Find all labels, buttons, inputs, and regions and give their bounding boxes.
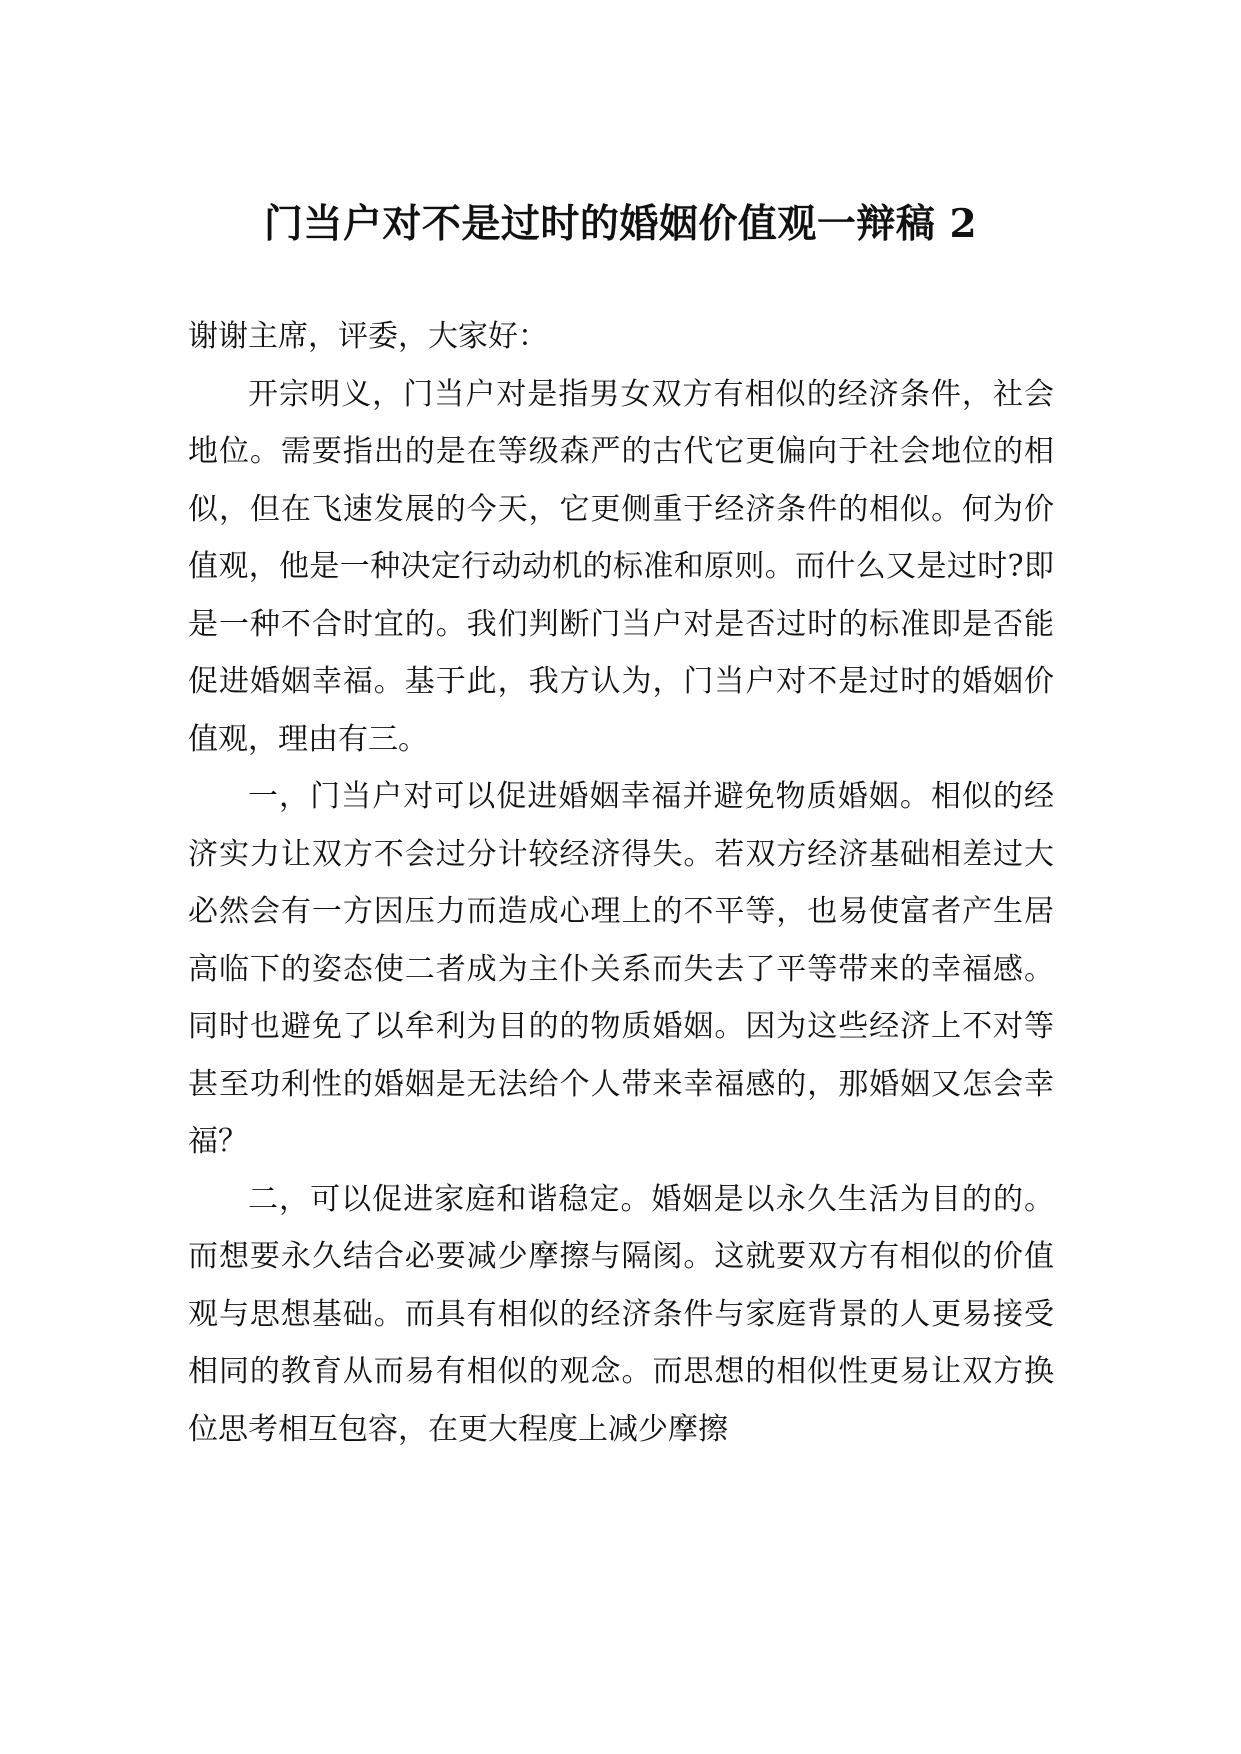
document-body — [188, 308, 1054, 1458]
document-title: 门当户对不是过时的婚姻价值观一辩稿 2 — [263, 201, 978, 247]
paragraph-reason-two: 二，可以促进家庭和谐稳定。婚姻是以永久生活为目的的。而想要永久结合必要减少摩擦与隔阂。这就要双方有相似的价值观与思想基础。而具有相似的经济条件与家庭背景的人更易接受相同的教育从而易有相似的观念。而思想的相似性更易让双方换位思考相互包容，在更大程度上减少摩擦 — [188, 1181, 1054, 1447]
paragraph-reason-one: 一，门当户对可以促进婚姻幸福并避免物质婚姻。相似的经济实力让双方不会过分计较经济得失。若双方经济基础相差过大必然会有一方因压力而造成心理上的不平等，也易使富者产生居高临下的姿态使二者成为主仆关系而失去了平等带来的幸福感。同时也避免了以牟利为目的的物质婚姻。因为这些经济上不对等甚至功利性的婚姻是无法给个人带来幸福感的，那婚姻又怎会幸福？ — [188, 779, 1054, 1159]
paragraph-intro: 开宗明义，门当户对是指男女双方有相似的经济条件，社会地位。需要指出的是在等级森严的古代它更偏向于社会地位的相似，但在飞速发展的今天，它更侧重于经济条件的相似。何为价值观，他是一种决定行动动机的标准和原则。而什么又是过时?即是一种不合时宜的。我们判断门当户对是否过时的标准即是否能促进婚姻幸福。基于此，我方认为，门当户对不是过时的婚姻价值观，理由有三。 — [188, 376, 1054, 757]
greeting-line: 谢谢主席，评委，大家好： — [188, 319, 548, 354]
